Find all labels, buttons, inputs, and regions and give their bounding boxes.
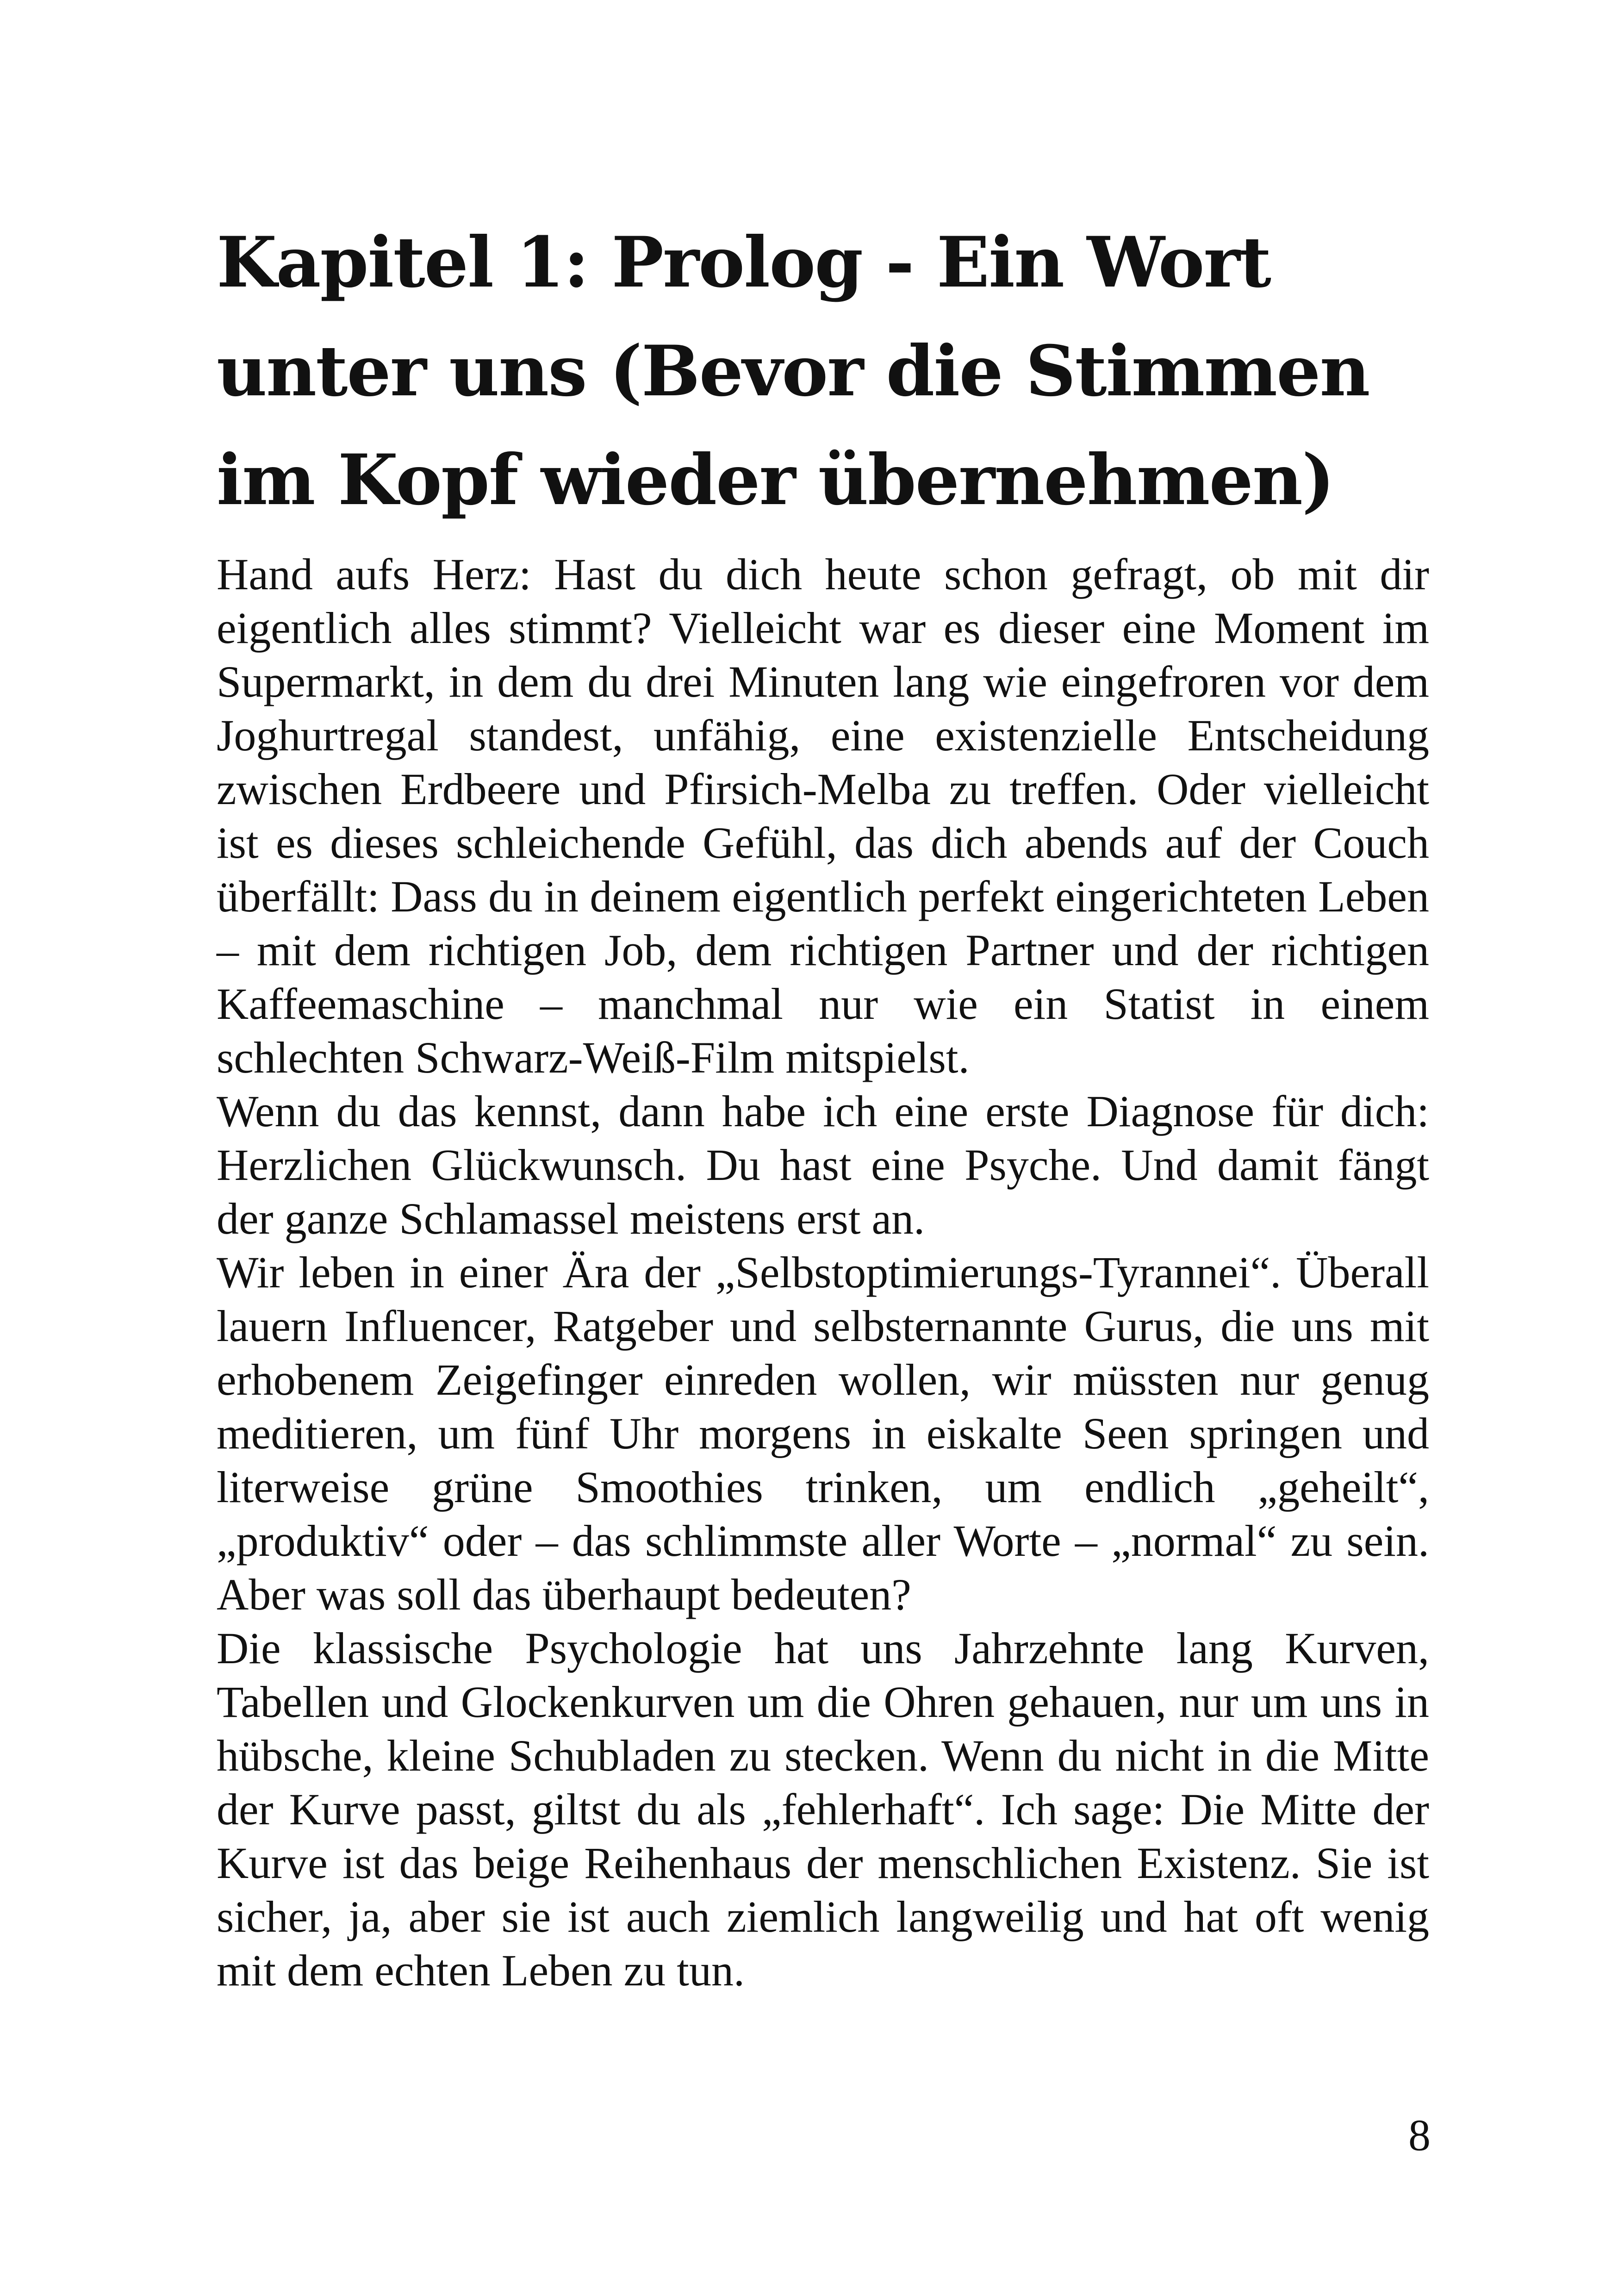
paragraph: Wir leben in einer Ära der „Selbstoptimierungs-Tyrannei“. Überall lauern Influencer, Ratgeber und selbsternannte Gurus, die uns mit erhobenem Zeigefinger einreden wollen, wir müssten nur genug meditieren, um fünf Uhr morgens in eiskalte Seen springen und literweise grüne Smoothies trinken, um endlich „geheilt“, „produktiv“ oder – das schlimmste aller Worte – „normal“ zu sein. Aber was soll das überhaupt bedeuten? [217,1248,1429,1619]
paragraph: Wenn du das kennst, dann habe ich eine erste Diagnose für dich: Herzlichen Glückwunsch. Du hast eine Psyche. Und damit fängt der ganze Schlamassel meistens erst an. [217,1086,1429,1243]
chapter-body [217,548,1429,1997]
chapter-title: Kapitel 1: Prolog - Ein Wort unter uns (Bevor die Stimmen im Kopf wieder übernehmen) [217,222,1369,521]
paragraph: Hand aufs Herz: Hast du dich heute schon gefragt, ob mit dir eigentlich alles stimmt? Vielleicht war es dieser eine Moment im Supermarkt, in dem du drei Minuten lang wie eingefroren vor dem Joghurtregal standest, unfähig, eine existenzielle Entscheidung zwischen Erdbeere und Pfirsich-Melba zu treffen. Oder vielleicht ist es dieses schleichende Gefühl, das dich abends auf der Couch überfällt: Dass du in deinem eigentlich perfekt eingerichteten Leben – mit dem richtigen Job, dem richtigen Partner und der richtigen Kaffeemaschine – manchmal nur wie ein Statist in einem schlechten Schwarz-Weiß-Film mitspielst. [217,549,1429,1082]
page-content [217,208,1429,1997]
page-number: 8 [1408,2110,1431,2160]
paragraph: Die klassische Psychologie hat uns Jahrzehnte lang Kurven, Tabellen und Glockenkurven um die Ohren gehauen, nur um uns in hübsche, kleine Schubladen zu stecken. Wenn du nicht in die Mitte der Kurve passt, giltst du als „fehlerhaft“. Ich sage: Die Mitte der Kurve ist das beige Reihenhaus der menschlichen Existenz. Sie ist sicher, ja, aber sie ist auch ziemlich langweilig und hat oft wenig mit dem echten Leben zu tun. [217,1623,1429,1995]
